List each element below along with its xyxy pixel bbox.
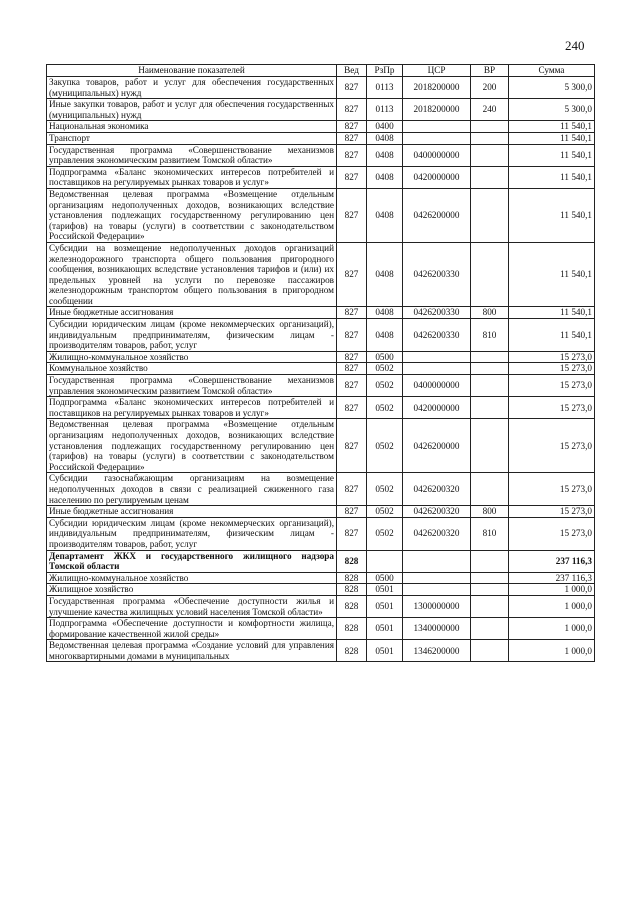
row-ved-cell: 827 [337,517,367,550]
row-rzpr-cell: 0500 [367,572,403,584]
row-rzpr-cell: 0113 [367,99,403,121]
row-csr-cell: 0426200320 [403,517,471,550]
row-ved-cell: 827 [337,166,367,188]
row-ved-cell: 827 [337,77,367,99]
row-ved-cell: 827 [337,132,367,144]
row-name-cell: Ведомственная целевая программа «Создание условий для управления многоквартирными домами в муниципальных [47,640,337,662]
row-csr-cell [403,363,471,375]
row-sum-cell: 1 000,0 [509,595,595,617]
row-ved-cell: 827 [337,242,367,307]
row-ved-cell: 827 [337,473,367,506]
row-name-cell: Департамент ЖКХ и государственного жилищного надзора Томской области [47,550,337,572]
row-name-cell: Государственная программа «Совершенствование механизмов управления экономическим развитием Томской области» [47,375,337,397]
row-rzpr-cell: 0501 [367,640,403,662]
row-name-cell: Иные закупки товаров, работ и услуг для обеспечения государственных (муниципальных) нужд [47,99,337,121]
row-ved-cell: 827 [337,188,367,242]
row-sum-cell: 5 300,0 [509,99,595,121]
header-csr: ЦСР [403,65,471,77]
table-row [47,166,595,188]
row-rzpr-cell: 0502 [367,473,403,506]
row-vr-cell [471,640,509,662]
row-rzpr-cell: 0400 [367,121,403,133]
row-name-cell: Подпрограмма «Обеспечение доступности и комфортности жилища, формирование качественной жилой среды» [47,618,337,640]
row-csr-cell: 0400000000 [403,144,471,166]
row-vr-cell [471,397,509,419]
row-ved-cell: 827 [337,99,367,121]
row-sum-cell: 15 273,0 [509,419,595,473]
table-row [47,99,595,121]
row-ved-cell: 827 [337,319,367,352]
row-name-cell: Субсидии юридическим лицам (кроме некоммерческих организаций), индивидуальным предпринимателям, физическим лицам - производителям товаров, работ, услуг [47,517,337,550]
row-sum-cell: 11 540,1 [509,319,595,352]
row-rzpr-cell: 0408 [367,307,403,319]
table-row [47,419,595,473]
row-sum-cell: 237 116,3 [509,572,595,584]
row-csr-cell [403,584,471,596]
row-rzpr-cell: 0502 [367,517,403,550]
row-csr-cell: 0426200330 [403,319,471,352]
row-name-cell: Ведомственная целевая программа «Возмещение отдельным организациям недополученных доходов, возникающих вследствие установления подлежащих государственному регулированию цен (тарифов) на товары (услуги) в соответствии с законодательством Российской Федерации» [47,419,337,473]
row-ved-cell: 827 [337,144,367,166]
row-rzpr-cell: 0502 [367,375,403,397]
row-csr-cell: 0426200000 [403,419,471,473]
row-sum-cell: 1 000,0 [509,640,595,662]
row-rzpr-cell: 0408 [367,144,403,166]
row-ved-cell: 827 [337,363,367,375]
row-csr-cell: 0426200320 [403,506,471,518]
table-row [47,584,595,596]
row-csr-cell: 0426200000 [403,188,471,242]
row-name-cell: Жилищно-коммунальное хозяйство [47,572,337,584]
row-name-cell: Иные бюджетные ассигнования [47,506,337,518]
row-sum-cell: 11 540,1 [509,242,595,307]
row-name-cell: Субсидии юридическим лицам (кроме некоммерческих организаций), индивидуальным предпринимателям, физическим лицам - производителям товаров, работ, услуг [47,319,337,352]
row-sum-cell: 11 540,1 [509,144,595,166]
row-rzpr-cell: 0113 [367,77,403,99]
table-row [47,188,595,242]
row-rzpr-cell: 0502 [367,506,403,518]
row-sum-cell: 15 273,0 [509,473,595,506]
table-row [47,517,595,550]
row-sum-cell: 11 540,1 [509,307,595,319]
table-row [47,351,595,363]
row-vr-cell [471,584,509,596]
row-vr-cell: 800 [471,307,509,319]
table-row [47,640,595,662]
row-vr-cell: 800 [471,506,509,518]
row-ved-cell: 827 [337,506,367,518]
row-name-cell: Закупка товаров, работ и услуг для обеспечения государственных (муниципальных) нужд [47,77,337,99]
row-vr-cell [471,473,509,506]
table-row [47,242,595,307]
row-rzpr-cell: 0502 [367,397,403,419]
row-rzpr-cell: 0408 [367,319,403,352]
row-name-cell: Государственная программа «Обеспечение доступности жилья и улучшение качества жилищных условий населения Томской области» [47,595,337,617]
table-row [47,618,595,640]
row-sum-cell: 1 000,0 [509,618,595,640]
row-name-cell: Транспорт [47,132,337,144]
row-name-cell: Государственная программа «Совершенствование механизмов управления экономическим развитием Томской области» [47,144,337,166]
row-vr-cell [471,375,509,397]
row-vr-cell: 810 [471,319,509,352]
table-row [47,375,595,397]
row-ved-cell: 827 [337,375,367,397]
row-name-cell: Национальная экономика [47,121,337,133]
row-csr-cell [403,572,471,584]
row-name-cell: Подпрограмма «Баланс экономических интересов потребителей и поставщиков на регулируемых рынках товаров и услуг» [47,397,337,419]
row-sum-cell: 11 540,1 [509,121,595,133]
row-csr-cell: 1300000000 [403,595,471,617]
row-sum-cell: 15 273,0 [509,397,595,419]
row-vr-cell [471,121,509,133]
row-name-cell: Ведомственная целевая программа «Возмещение отдельным организациям недополученных доходов, возникающих вследствие установления подлежащих государственному регулированию цен (тарифов) на товары (услуги) в соответствии с законодательством Российской Федерации» [47,188,337,242]
row-vr-cell [471,351,509,363]
row-vr-cell: 240 [471,99,509,121]
table-row [47,397,595,419]
table-row [47,595,595,617]
row-ved-cell: 827 [337,307,367,319]
row-vr-cell [471,572,509,584]
row-vr-cell [471,166,509,188]
table-row [47,473,595,506]
row-sum-cell: 15 273,0 [509,351,595,363]
row-rzpr-cell: 0500 [367,351,403,363]
row-vr-cell [471,132,509,144]
table-row [47,319,595,352]
row-csr-cell: 1340000000 [403,618,471,640]
row-sum-cell: 5 300,0 [509,77,595,99]
row-vr-cell: 810 [471,517,509,550]
row-vr-cell [471,550,509,572]
row-ved-cell: 827 [337,397,367,419]
row-name-cell: Иные бюджетные ассигнования [47,307,337,319]
row-name-cell: Субсидии газоснабжающим организациям на возмещение недополученных доходов в связи с реализацией сжиженного газа населению по регулируемым ценам [47,473,337,506]
row-csr-cell: 2018200000 [403,99,471,121]
page-number: 240 [565,38,585,53]
row-ved-cell: 827 [337,419,367,473]
row-csr-cell: 0420000000 [403,397,471,419]
row-vr-cell [471,144,509,166]
row-name-cell: Коммунальное хозяйство [47,363,337,375]
row-ved-cell: 828 [337,595,367,617]
row-csr-cell: 0426200330 [403,242,471,307]
row-sum-cell: 237 116,3 [509,550,595,572]
header-sum: Сумма [509,65,595,77]
row-csr-cell: 0400000000 [403,375,471,397]
table-row [47,506,595,518]
row-sum-cell: 1 000,0 [509,584,595,596]
row-name-cell: Подпрограмма «Баланс экономических интересов потребителей и поставщиков на регулируемых рынках товаров и услуг» [47,166,337,188]
table-row [47,121,595,133]
row-ved-cell: 828 [337,572,367,584]
table-row [47,132,595,144]
row-csr-cell: 1346200000 [403,640,471,662]
table-row [47,550,595,572]
row-name-cell: Субсидии на возмещение недополученных доходов организаций железнодорожного транспорта общего пользования пригородного сообщения, возникающих вследствие установления тарифов и (или) их предельных уровней на услуги по перевозке пассажиров железнодорожным транспортом общего пользования в пригородном сообщении [47,242,337,307]
table-row [47,144,595,166]
header-vr: ВР [471,65,509,77]
row-sum-cell: 15 273,0 [509,517,595,550]
row-vr-cell [471,363,509,375]
table-row [47,363,595,375]
row-sum-cell: 15 273,0 [509,375,595,397]
header-rzpr: РзПр [367,65,403,77]
row-rzpr-cell: 0502 [367,363,403,375]
row-name-cell: Жилищно-коммунальное хозяйство [47,351,337,363]
table-row [47,572,595,584]
row-vr-cell [471,618,509,640]
row-csr-cell [403,351,471,363]
header-ved: Вед [337,65,367,77]
row-csr-cell [403,121,471,133]
row-csr-cell: 2018200000 [403,77,471,99]
row-csr-cell [403,132,471,144]
row-rzpr-cell: 0408 [367,188,403,242]
row-csr-cell: 0426200320 [403,473,471,506]
table-row [47,307,595,319]
row-rzpr-cell: 0501 [367,595,403,617]
table-row [47,77,595,99]
row-rzpr-cell: 0502 [367,419,403,473]
row-ved-cell: 828 [337,618,367,640]
row-vr-cell [471,242,509,307]
row-rzpr-cell: 0501 [367,584,403,596]
row-rzpr-cell: 0501 [367,618,403,640]
row-sum-cell: 11 540,1 [509,188,595,242]
row-sum-cell: 15 273,0 [509,506,595,518]
row-sum-cell: 11 540,1 [509,166,595,188]
row-rzpr-cell: 0408 [367,242,403,307]
row-vr-cell [471,595,509,617]
row-ved-cell: 827 [337,351,367,363]
row-rzpr-cell: 0408 [367,166,403,188]
row-rzpr-cell [367,550,403,572]
row-csr-cell: 0426200330 [403,307,471,319]
row-vr-cell: 200 [471,77,509,99]
row-ved-cell: 828 [337,640,367,662]
row-sum-cell: 11 540,1 [509,132,595,144]
row-rzpr-cell: 0408 [367,132,403,144]
row-name-cell: Жилищное хозяйство [47,584,337,596]
row-vr-cell [471,188,509,242]
row-csr-cell [403,550,471,572]
budget-table [46,64,595,662]
row-ved-cell: 827 [337,121,367,133]
table-header-row [47,65,595,77]
row-ved-cell: 828 [337,550,367,572]
table-body [47,77,595,662]
row-ved-cell: 828 [337,584,367,596]
row-sum-cell: 15 273,0 [509,363,595,375]
header-name: Наименование показателей [47,65,337,77]
row-csr-cell: 0420000000 [403,166,471,188]
row-vr-cell [471,419,509,473]
